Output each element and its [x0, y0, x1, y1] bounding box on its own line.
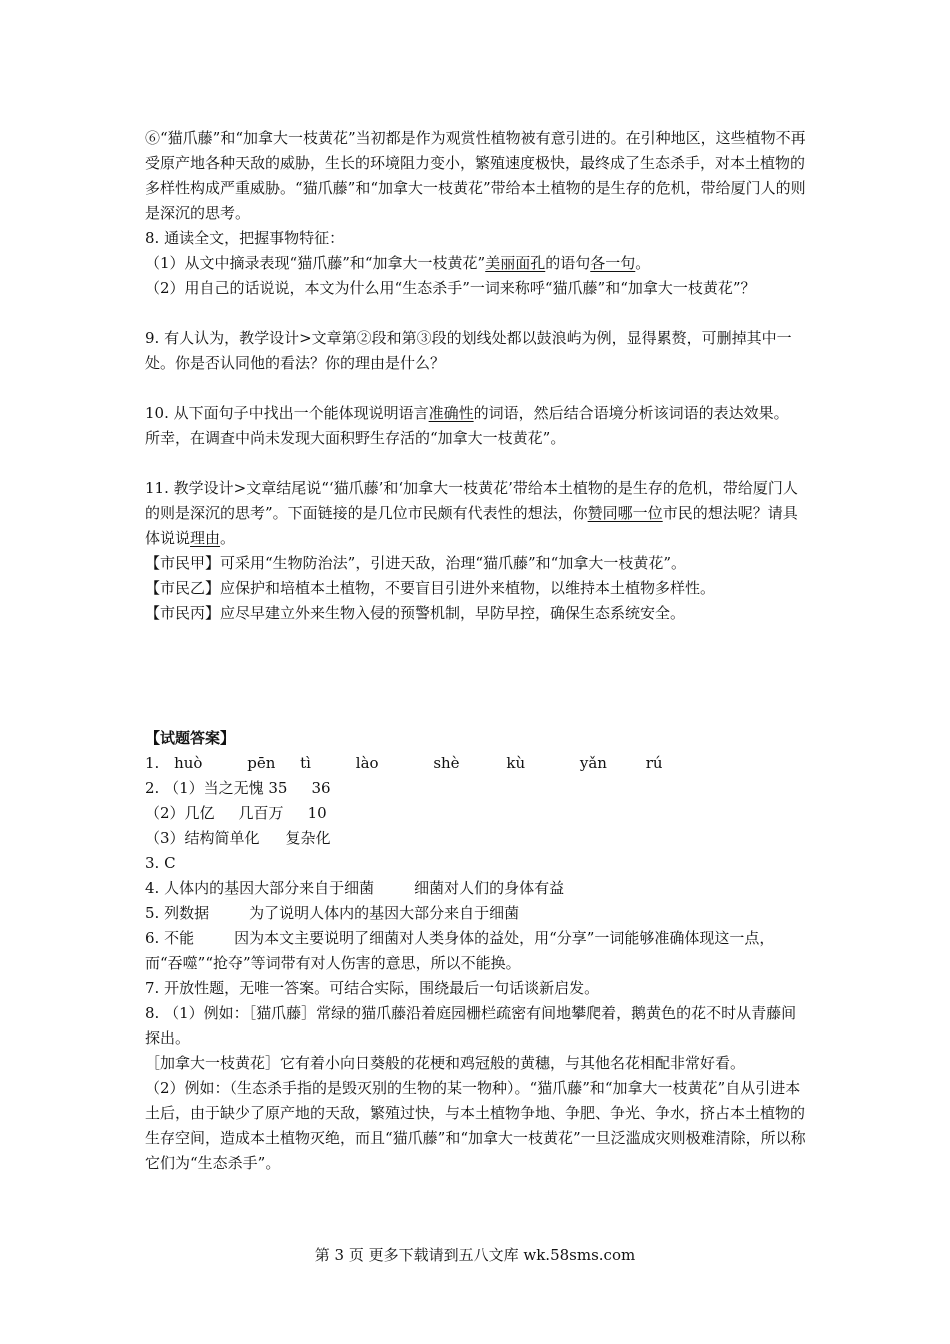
- pinyin-4: lào: [355, 754, 379, 772]
- question-8-stem: 8. 通读全文，把握事物特征：: [145, 229, 345, 247]
- page-content: [145, 126, 810, 1176]
- question-10: [145, 401, 810, 426]
- citizen-c-opinion: 【市民丙】应尽早建立外来生物入侵的预警机制，早防早控，确保生态系统安全。: [145, 604, 686, 622]
- answer-4-extra: 细菌对人们的身体有益: [414, 879, 565, 897]
- pinyin-2: pēn: [247, 754, 276, 772]
- answer-2-2-label: （2）几亿: [145, 804, 215, 822]
- question-9: 9. 有人认为，教学设计>文章第②段和第③段的划线处都以鼓浪屿为例，显得累赘，可删掉其中一处。你是否认同他的看法？你的理由是什么？: [145, 329, 792, 372]
- answer-4: [145, 876, 810, 901]
- answer-6-extra: 因为本文主要说明了细菌对人类身体的益处，用“分享”一词能够准确体现这一点，而“吞噬”“抢夺”等词带有对人伤害的意思，所以不能换。: [145, 929, 775, 972]
- pinyin-6: kù: [506, 754, 526, 772]
- pinyin-7: yǎn: [579, 754, 607, 772]
- question-8-part-2: （2）用自己的话说说，本文为什么用“生态杀手”一词来称呼“猫爪藤”和“加拿大一枝黄花”？: [145, 279, 756, 297]
- pinyin-5: shè: [433, 754, 460, 772]
- citizen-b-opinion: 【市民乙】应保护和培植本土植物，不要盲目引进外来植物，以维持本土植物多样性。: [145, 579, 716, 597]
- answer-7: 7. 开放性题，无唯一答案。可结合实际，围绕最后一句话谈新启发。: [145, 979, 600, 997]
- answer-8-1: 8. （1）例如：［猫爪藤］常绿的猫爪藤沿着庭园栅栏疏密有间地攀爬着，鹅黄色的花不时从青藤间探出。: [145, 1004, 797, 1047]
- answer-2-1-label: 2. （1）当之无愧 35: [145, 779, 288, 797]
- question-11: [145, 476, 810, 551]
- q8-p1-text-a: （1）从文中摘录表现“猫爪藤”和“加拿大一枝黄花”: [145, 254, 486, 272]
- answer-2-2-extra: 10: [307, 804, 327, 822]
- answer-1-num: 1.: [145, 754, 160, 772]
- answer-5-label: 5. 列数据: [145, 904, 210, 922]
- answer-6-label: 6. 不能: [145, 929, 195, 947]
- answer-8-1b: ［加拿大一枝黄花］它有着小向日葵般的花梗和鸡冠般的黄穗，与其他名花相配非常好看。: [145, 1054, 746, 1072]
- q8-p1-text-c: 。: [635, 254, 651, 272]
- q11-text-c: 。: [220, 529, 236, 547]
- answer-2-2-mid: 几百万: [238, 804, 284, 822]
- question-10-sentence: 所幸，在调查中尚未发现大面积野生存活的“加拿大一枝黄花”。: [145, 429, 566, 447]
- q11-text-b: 市民的想法呢？请具体说说: [145, 504, 798, 547]
- answer-6: [145, 926, 810, 976]
- q11-underline-which: 赞同哪一位: [587, 504, 663, 522]
- answer-8-2: （2）例如：（生态杀手指的是毁灭别的生物的某一物种）。“猫爪藤”和“加拿大一枝黄花”自从引进本土后，由于缺少了原产地的天敌，繁殖过快，与本土植物争地、争肥、争光、争水，挤占本土植物的生存空间，造成本土植物灭绝，而且“猫爪藤”和“加拿大一枝黄花”一旦泛滥成灾则极难清除，所以称它们为“生态杀手”。: [145, 1079, 806, 1172]
- citizen-a-opinion: 【市民甲】可采用“生物防治法”，引进天敌，治理“猫爪藤”和“加拿大一枝黄花”。: [145, 554, 687, 572]
- answer-2-2: [145, 801, 810, 826]
- answer-5-extra: 为了说明人体内的基因大部分来自于细菌: [249, 904, 520, 922]
- answer-2-1: [145, 776, 810, 801]
- answer-2-1-extra: 36: [311, 779, 331, 797]
- q11-underline-reason: 理由: [190, 529, 221, 547]
- q8-p1-text-b: 的语句: [545, 254, 591, 272]
- answer-1: [145, 751, 810, 776]
- q10-underline-accuracy: 准确性: [428, 404, 474, 422]
- answer-4-label: 4. 人体内的基因大部分来自于细菌: [145, 879, 375, 897]
- answer-3: 3. C: [145, 854, 176, 872]
- q8-p1-underline-beauty: 美丽面孔: [485, 254, 546, 272]
- answer-2-3: [145, 826, 810, 851]
- q10-text-a: 10. 从下面句子中找出一个能体现说明语言: [145, 404, 429, 422]
- q10-text-b: 的词语，然后结合语境分析该词语的表达效果。: [473, 404, 789, 422]
- pinyin-1: huò: [174, 754, 203, 772]
- pinyin-8: rú: [645, 754, 663, 772]
- q8-p1-underline-each: 各一句: [590, 254, 636, 272]
- q11-text-a: 11. 教学设计>文章结尾说“‘猫爪藤’和‘加拿大一枝黄花’带给本土植物的是生存的危机，带给厦门人的则是深沉的思考”。下面链接的是几位市民颇有代表性的想法，你: [145, 479, 798, 522]
- pinyin-3: tì: [300, 754, 311, 772]
- answer-5: [145, 901, 810, 926]
- answer-2-3-extra: 复杂化: [285, 829, 331, 847]
- page-footer: 第 3 页 更多下载请到五八文库 wk.58sms.com: [314, 1246, 636, 1264]
- passage-paragraph-6: ⑥“猫爪藤”和“加拿大一枝黄花”当初都是作为观赏性植物被有意引进的。在引种地区，这些植物不再受原产地各种天敌的威胁，生长的环境阻力变小，繁殖速度极快，最终成了生态杀手，对本土植物的多样性构成严重威胁。“猫爪藤”和“加拿大一枝黄花”带给本土植物的是生存的危机，带给厦门人的则是深沉的思考。: [145, 129, 806, 222]
- answer-2-3-label: （3）结构简单化: [145, 829, 260, 847]
- answers-heading: 【试题答案】: [145, 729, 236, 747]
- question-8-part-1: [145, 251, 810, 276]
